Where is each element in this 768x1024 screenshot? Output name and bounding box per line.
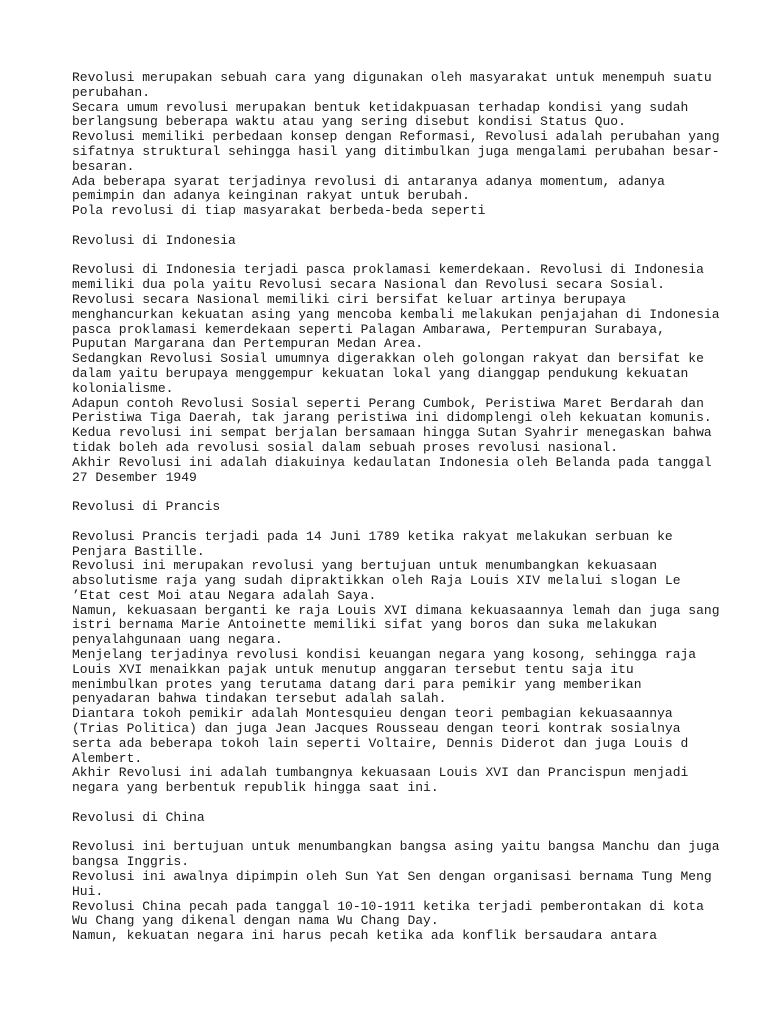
text-line: bangsa Inggris. xyxy=(72,854,190,870)
blank-line xyxy=(72,485,712,500)
text-line: Namun, kekuatan negara ini harus pecah ketika ada konflik bersaudara antara xyxy=(72,928,658,944)
text-line: memiliki dua pola yaitu Revolusi secara Nasional dan Revolusi secara Sosial. xyxy=(72,277,665,293)
section-heading-prancis: Revolusi di Prancis xyxy=(72,499,221,515)
text-line: Penjara Bastille. xyxy=(72,543,205,559)
text-line: Revolusi secara Nasional memiliki ciri bersifat keluar artinya berupaya xyxy=(72,291,626,307)
text-line: Wu Chang yang dikenal dengan nama Wu Chang Day. xyxy=(72,913,439,929)
text-line: Ada beberapa syarat terjadinya revolusi di antaranya adanya momentum, adanya xyxy=(72,173,665,189)
text-line: Hui. xyxy=(72,883,104,899)
text-line: Secara umum revolusi merupakan bentuk ketidakpuasan terhadap kondisi yang sudah xyxy=(72,99,689,115)
blank-line xyxy=(72,515,712,530)
text-line: Akhir Revolusi ini adalah tumbangnya kekuasaan Louis XVI dan Prancispun menjadi xyxy=(72,765,689,781)
text-line: perubahan. xyxy=(72,84,151,100)
text-line: Namun, kekuasaan berganti ke raja Louis XVI dimana kekuasaannya lemah dan juga sang xyxy=(72,602,720,618)
text-line: berlangsung beberapa waktu atau yang sering disebut kondisi Status Quo. xyxy=(72,114,626,130)
text-line: penyalahgunaan uang negara. xyxy=(72,632,283,648)
text-line: ’Etat cest Moi atau Negara adalah Saya. xyxy=(72,587,377,603)
text-line: Diantara tokoh pemikir adalah Montesquieu dengan teori pembagian kekuasaannya xyxy=(72,706,673,722)
section-heading-indonesia: Revolusi di Indonesia xyxy=(72,232,236,248)
text-line: Revolusi Prancis terjadi pada 14 Juni 1789 ketika rakyat melakukan serbuan ke xyxy=(72,528,673,544)
text-line: menghancurkan kekuatan asing yang mencoba kembali melakukan penjajahan di Indonesia xyxy=(72,306,720,322)
text-line: sifatnya struktural sehingga hasil yang ditimbulkan juga mengalami perubahan besar- xyxy=(72,143,720,159)
blank-line xyxy=(72,826,712,841)
text-line: pemimpin dan adanya keinginan rakyat untuk berubah. xyxy=(72,188,470,204)
text-line: Louis XVI menaikkan pajak untuk menutup anggaran tersebut tentu saja itu xyxy=(72,661,634,677)
text-line: dalam yaitu berupaya menggempur kekuatan lokal yang dianggap pendukung kekuatan xyxy=(72,365,689,381)
text-line: Pola revolusi di tiap masyarakat berbeda-beda seperti xyxy=(72,203,486,219)
text-line: Sedangkan Revolusi Sosial umumnya digerakkan oleh golongan rakyat dan bersifat ke xyxy=(72,351,704,367)
text-line: Alembert. xyxy=(72,750,143,766)
text-line: Puputan Margarana dan Pertempuran Medan Area. xyxy=(72,336,424,352)
text-line: Peristiwa Tiga Daerah, tak jarang peristiwa ini didomplengi oleh kekuatan komunis. xyxy=(72,410,712,426)
blank-line xyxy=(72,249,712,264)
text-line: serta ada beberapa tokoh lain seperti Voltaire, Dennis Diderot dan juga Louis d xyxy=(72,735,689,751)
text-line: Revolusi ini merupakan revolusi yang bertujuan untuk menumbangkan kekuasaan xyxy=(72,558,658,574)
text-line: Revolusi memiliki perbedaan konsep dengan Reformasi, Revolusi adalah perubahan yang xyxy=(72,129,720,145)
text-line: tidak boleh ada revolusi sosial dalam sebuah proses revolusi nasional. xyxy=(72,439,619,455)
text-line: pasca proklamasi kemerdekaan seperti Palagan Ambarawa, Pertempuran Surabaya, xyxy=(72,321,665,337)
section-heading-china: Revolusi di China xyxy=(72,809,205,825)
text-line: istri bernama Marie Antoinette memiliki sifat yang boros dan suka melakukan xyxy=(72,617,658,633)
text-line: absolutisme raja yang sudah dipraktikkan oleh Raja Louis XIV melalui slogan Le xyxy=(72,573,681,589)
text-line: besaran. xyxy=(72,158,135,174)
text-line: Revolusi ini bertujuan untuk menumbangkan bangsa asing yaitu bangsa Manchu dan juga xyxy=(72,839,720,855)
text-line: kolonialisme. xyxy=(72,380,174,396)
text-line: Adapun contoh Revolusi Sosial seperti Perang Cumbok, Peristiwa Maret Berdarah dan xyxy=(72,395,704,411)
text-line: Kedua revolusi ini sempat berjalan bersamaan hingga Sutan Syahrir menegaskan bahwa xyxy=(72,425,712,441)
text-line: 27 Desember 1949 xyxy=(72,469,197,485)
blank-line xyxy=(72,796,712,811)
text-line: Revolusi di Indonesia terjadi pasca proklamasi kemerdekaan. Revolusi di Indonesia xyxy=(72,262,704,278)
text-line: Revolusi merupakan sebuah cara yang digunakan oleh masyarakat untuk menempuh suatu xyxy=(72,70,712,85)
text-line: Akhir Revolusi ini adalah diakuinya kedaulatan Indonesia oleh Belanda pada tanggal xyxy=(72,454,712,470)
text-line: negara yang berbentuk republik hingga saat ini. xyxy=(72,780,439,796)
text-line: Revolusi ini awalnya dipimpin oleh Sun Yat Sen dengan organisasi bernama Tung Meng xyxy=(72,869,712,885)
text-line: menimbulkan protes yang terutama datang dari para pemikir yang memberikan xyxy=(72,676,642,692)
text-line: Menjelang terjadinya revolusi kondisi keuangan negara yang kosong, sehingga raja xyxy=(72,647,697,663)
text-line: Revolusi China pecah pada tanggal 10-10-1911 ketika terjadi pemberontakan di kota xyxy=(72,898,704,914)
document-page xyxy=(72,70,720,944)
text-line: penyadaran bahwa tindakan tersebut adalah salah. xyxy=(72,691,447,707)
text-line: (Trias Politica) dan juga Jean Jacques Rousseau dengan teori kontrak sosialnya xyxy=(72,721,681,737)
blank-line xyxy=(72,219,712,234)
